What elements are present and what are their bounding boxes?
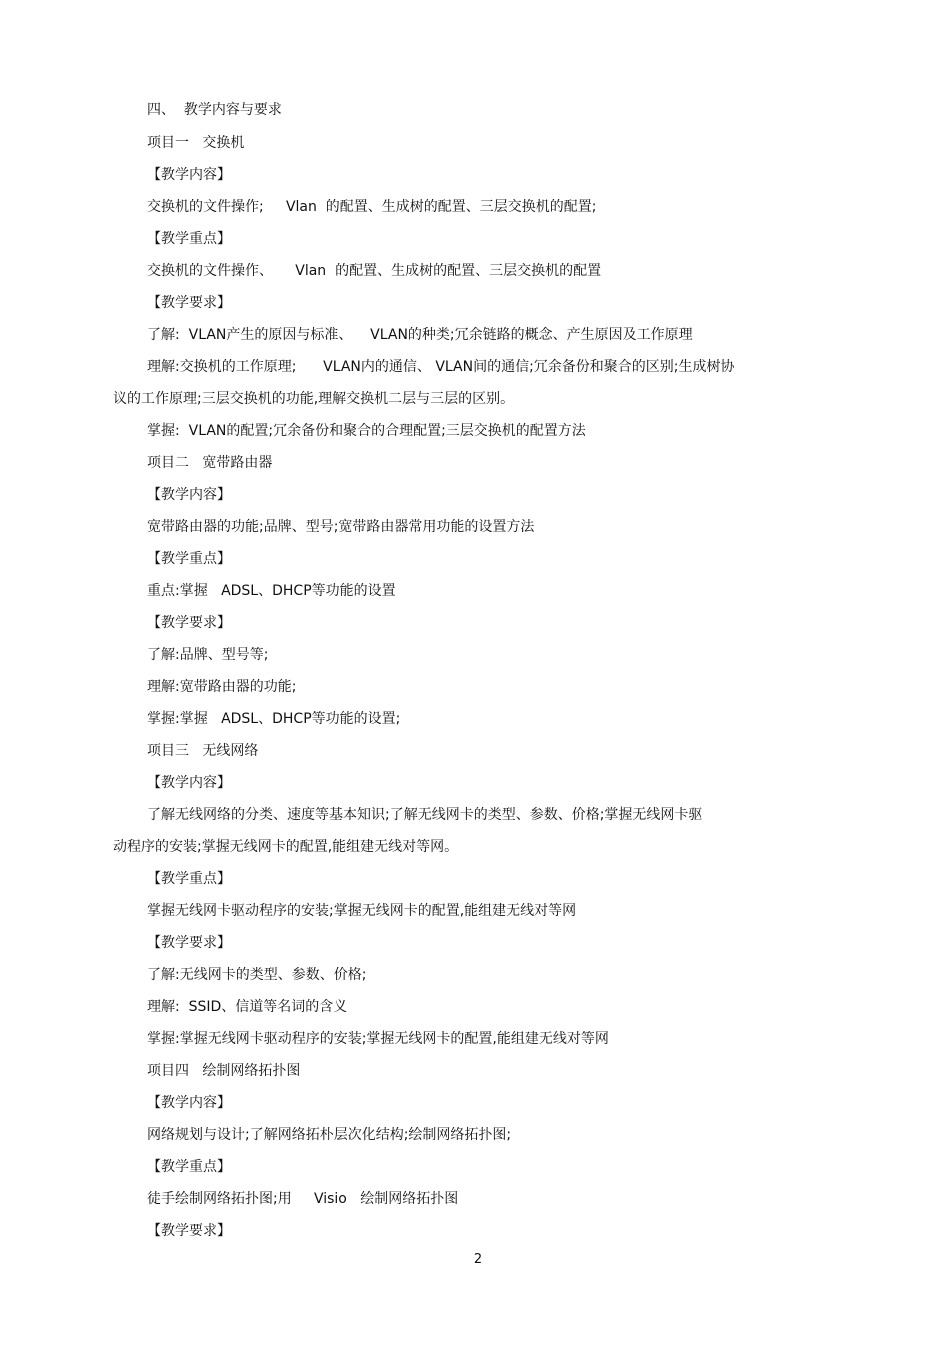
paragraph-line: 交换机的文件操作、 Vlan 的配置、生成树的配置、三层交换机的配置 — [147, 263, 602, 279]
paragraph-line: 掌握: VLAN的配置;冗余备份和聚合的合理配置;三层交换机的配置方法 — [147, 423, 586, 439]
subsection-label: 【教学内容】 — [147, 775, 231, 791]
project-title: 项目二 宽带路由器 — [147, 455, 273, 471]
paragraph-line: 了解无线网络的分类、速度等基本知识;了解无线网卡的类型、参数、价格;掌握无线网卡驱 — [147, 807, 703, 823]
paragraph-line: 掌握:掌握无线网卡驱动程序的安装;掌握无线网卡的配置,能组建无线对等网 — [147, 1031, 609, 1047]
project-title: 项目一 交换机 — [147, 135, 245, 151]
paragraph-line: 理解:宽带路由器的功能; — [147, 679, 297, 695]
paragraph-line: 了解: VLAN产生的原因与标准、 VLAN的种类;冗余链路的概念、产生原因及工作原理 — [147, 327, 693, 343]
subsection-label: 【教学内容】 — [147, 487, 231, 503]
subsection-label: 【教学要求】 — [147, 615, 231, 631]
paragraph-line: 动程序的安装;掌握无线网卡的配置,能组建无线对等网。 — [113, 839, 459, 855]
subsection-label: 【教学要求】 — [147, 1223, 231, 1239]
paragraph-line: 了解:无线网卡的类型、参数、价格; — [147, 967, 367, 983]
project-title: 项目四 绘制网络拓扑图 — [147, 1063, 301, 1079]
paragraph-line: 重点:掌握 ADSL、DHCP等功能的设置 — [147, 583, 396, 599]
page-number: 2 — [473, 1252, 483, 1267]
paragraph-line: 掌握:掌握 ADSL、DHCP等功能的设置; — [147, 711, 401, 727]
paragraph-line: 了解:品牌、型号等; — [147, 647, 269, 663]
paragraph-line: 网络规划与设计;了解网络拓朴层次化结构;绘制网络拓扑图; — [147, 1127, 512, 1143]
paragraph-line: 掌握无线网卡驱动程序的安装;掌握无线网卡的配置,能组建无线对等网 — [147, 903, 577, 919]
section-heading: 四、 教学内容与要求 — [147, 102, 282, 118]
subsection-label: 【教学内容】 — [147, 167, 231, 183]
subsection-label: 【教学内容】 — [147, 1095, 231, 1111]
paragraph-line: 理解: SSID、信道等名词的含义 — [147, 999, 348, 1015]
subsection-label: 【教学重点】 — [147, 231, 231, 247]
paragraph-line: 议的工作原理;三层交换机的功能,理解交换机二层与三层的区别。 — [113, 391, 515, 407]
paragraph-line: 交换机的文件操作; Vlan 的配置、生成树的配置、三层交换机的配置; — [147, 199, 597, 215]
subsection-label: 【教学要求】 — [147, 935, 231, 951]
paragraph-line: 徒手绘制网络拓扑图;用 Visio 绘制网络拓扑图 — [147, 1191, 459, 1207]
project-title: 项目三 无线网络 — [147, 743, 259, 759]
subsection-label: 【教学要求】 — [147, 295, 231, 311]
subsection-label: 【教学重点】 — [147, 1159, 231, 1175]
paragraph-line: 理解:交换机的工作原理; VLAN内的通信、 VLAN间的通信;冗余备份和聚合的区别;生成树协 — [147, 359, 735, 375]
subsection-label: 【教学重点】 — [147, 871, 231, 887]
paragraph-line: 宽带路由器的功能;品牌、型号;宽带路由器常用功能的设置方法 — [147, 519, 535, 535]
subsection-label: 【教学重点】 — [147, 551, 231, 567]
